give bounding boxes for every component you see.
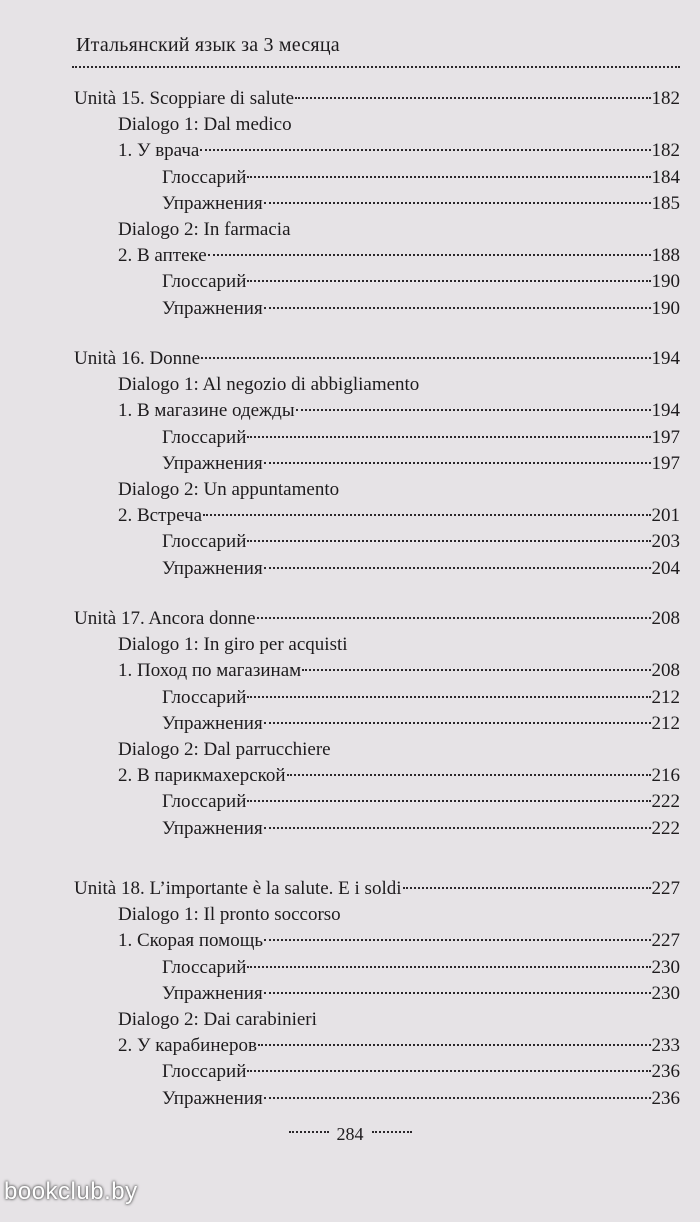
glossary-entry-page-number: 190 — [651, 271, 680, 293]
dot-leader — [264, 201, 651, 204]
dot-leader — [247, 1069, 650, 1072]
dialogue-entry-label: 1. В магазине одежды — [118, 400, 295, 422]
dialogue-entry-label: 2. У карабинеров — [118, 1035, 257, 1057]
exercises-entry-label: Упражнения — [162, 297, 263, 319]
dialogue-entry — [118, 928, 680, 954]
dialogue-entry-page-number: 208 — [651, 660, 680, 682]
dot-leader — [247, 279, 650, 282]
dialogue-entry-label: 2. В парикмахерской — [118, 765, 286, 787]
running-header: Итальянский язык за 3 месяца — [76, 34, 340, 56]
exercises-entry — [162, 451, 680, 477]
glossary-entry — [162, 1059, 680, 1085]
dialogue-entry — [118, 138, 680, 164]
glossary-entry-label: Глоссарий — [162, 166, 247, 188]
dialogue-title: Dialogo 2: In farmacia — [118, 219, 291, 240]
exercises-entry-page-number: 212 — [651, 712, 680, 734]
dialogue-entry — [118, 503, 680, 529]
dot-leader — [200, 148, 650, 151]
dialogue-entry-page-number: 227 — [651, 930, 680, 952]
dialogue-entry — [118, 763, 680, 789]
dot-leader — [247, 539, 650, 542]
glossary-entry — [162, 269, 680, 295]
glossary-entry-label: Глоссарий — [162, 791, 247, 813]
exercises-entry-label: Упражнения — [162, 817, 263, 839]
glossary-entry-label: Глоссарий — [162, 531, 247, 553]
exercises-entry — [162, 1086, 680, 1112]
unit-entry-label: Unità 17. Ancora donne — [74, 608, 256, 629]
exercises-entry — [162, 556, 680, 582]
dialogue-entry — [118, 1033, 680, 1059]
unit-entry-label: Unità 18. L’importante è la salute. E i soldi — [74, 878, 402, 899]
glossary-entry-page-number: 222 — [651, 791, 680, 813]
exercises-entry-label: Упражнения — [162, 1087, 263, 1109]
dot-leader — [287, 773, 651, 776]
glossary-entry-page-number: 212 — [651, 686, 680, 708]
glossary-entry-page-number: 230 — [651, 956, 680, 978]
glossary-entry — [162, 685, 680, 711]
exercises-entry-page-number: 222 — [651, 817, 680, 839]
dot-leader — [302, 668, 650, 671]
dialogue-title: Dialogo 1: Il pronto soccorso — [118, 904, 341, 926]
unit-entry-page-number: 208 — [651, 608, 680, 629]
glossary-entry — [162, 955, 680, 981]
dialogue-entry-page-number: 201 — [651, 505, 680, 527]
exercises-entry — [162, 296, 680, 322]
exercises-entry-page-number: 204 — [651, 557, 680, 579]
dot-leader — [208, 253, 651, 256]
exercises-entry-label: Упражнения — [162, 192, 263, 214]
dialogue-entry-page-number: 182 — [651, 140, 680, 162]
dialogue-entry-label: 1. Скорая помощь — [118, 930, 263, 952]
dot-leader — [257, 616, 651, 619]
glossary-entry-label: Глоссарий — [162, 426, 247, 448]
exercises-entry-page-number: 236 — [651, 1087, 680, 1109]
dialogue-entry-label: 1. У врача — [118, 140, 200, 162]
unit-entry — [74, 86, 680, 112]
dialogue-entry — [118, 658, 680, 684]
glossary-entry-page-number: 184 — [651, 166, 680, 188]
dialogue-title: Dialogo 1: Al negozio di abbigliamento — [118, 374, 420, 396]
unit-entry — [74, 876, 680, 902]
footer-dots-left — [289, 1130, 329, 1133]
dialogue-entry — [118, 398, 680, 424]
dot-leader — [247, 965, 650, 968]
dot-leader — [264, 991, 651, 994]
unit-entry — [74, 346, 680, 372]
glossary-entry — [162, 165, 680, 191]
glossary-entry — [162, 789, 680, 815]
watermark: bookclub.by — [4, 1178, 138, 1205]
exercises-entry-page-number: 230 — [651, 982, 680, 1004]
dot-leader — [296, 408, 651, 411]
glossary-entry-page-number: 236 — [651, 1061, 680, 1083]
unit-entry-label: Unità 15. Scoppiare di salute — [74, 88, 295, 109]
dialogue-entry-page-number: 194 — [651, 400, 680, 422]
exercises-entry-label: Упражнения — [162, 712, 263, 734]
dot-leader — [247, 175, 650, 178]
dot-leader — [264, 461, 651, 464]
unit-entry — [74, 606, 680, 632]
dialogue-title: Dialogo 1: In giro per acquisti — [118, 634, 348, 656]
exercises-entry-page-number: 185 — [651, 192, 680, 214]
exercises-entry — [162, 981, 680, 1007]
dot-leader — [264, 306, 651, 309]
page-footer — [0, 1124, 700, 1145]
dialogue-entry-label: 2. В аптеке — [118, 245, 207, 267]
exercises-entry-page-number: 190 — [651, 297, 680, 319]
glossary-entry-page-number: 203 — [651, 531, 680, 553]
exercises-entry-label: Упражнения — [162, 982, 263, 1004]
dialogue-title: Dialogo 1: Dal medico — [118, 114, 292, 136]
dialogue-title: Dialogo 2: Dai carabinieri — [118, 1009, 317, 1030]
unit-entry-label: Unità 16. Donne — [74, 348, 201, 369]
dot-leader — [264, 566, 651, 569]
dot-leader — [201, 356, 650, 359]
dialogue-entry-page-number: 216 — [651, 765, 680, 787]
glossary-entry-label: Глоссарий — [162, 686, 247, 708]
dialogue-entry-label: 2. Встреча — [118, 505, 203, 527]
exercises-entry-label: Упражнения — [162, 452, 263, 474]
footer-dots-right — [372, 1130, 412, 1133]
glossary-entry-label: Глоссарий — [162, 1061, 247, 1083]
glossary-entry — [162, 425, 680, 451]
glossary-entry-label: Глоссарий — [162, 956, 247, 978]
dot-leader — [258, 1043, 651, 1046]
dot-leader — [264, 1096, 651, 1099]
dot-leader — [247, 799, 650, 802]
dialogue-title: Dialogo 2: Un appuntamento — [118, 479, 340, 500]
dialogue-entry-label: 1. Поход по магазинам — [118, 660, 302, 682]
exercises-entry — [162, 816, 680, 842]
exercises-entry — [162, 191, 680, 217]
page-number: 284 — [336, 1124, 364, 1144]
dot-leader — [264, 826, 651, 829]
unit-entry-page-number: 227 — [651, 878, 680, 899]
dot-leader — [247, 695, 650, 698]
dialogue-title: Dialogo 2: Dal parrucchiere — [118, 739, 331, 760]
dot-leader — [295, 96, 650, 99]
dot-leader — [203, 513, 650, 516]
exercises-entry-label: Упражнения — [162, 557, 263, 579]
dot-leader — [264, 938, 651, 941]
unit-entry-page-number: 182 — [651, 88, 680, 109]
dialogue-entry — [118, 243, 680, 269]
glossary-entry-page-number: 197 — [651, 426, 680, 448]
dot-leader — [403, 886, 651, 889]
glossary-entry-label: Глоссарий — [162, 271, 247, 293]
dot-leader — [264, 721, 651, 724]
glossary-entry — [162, 529, 680, 555]
header-dotted-rule — [72, 66, 680, 68]
unit-entry-page-number: 194 — [651, 348, 680, 369]
exercises-entry-page-number: 197 — [651, 452, 680, 474]
exercises-entry — [162, 711, 680, 737]
dot-leader — [247, 435, 650, 438]
dialogue-entry-page-number: 233 — [651, 1035, 680, 1057]
dialogue-entry-page-number: 188 — [651, 245, 680, 267]
